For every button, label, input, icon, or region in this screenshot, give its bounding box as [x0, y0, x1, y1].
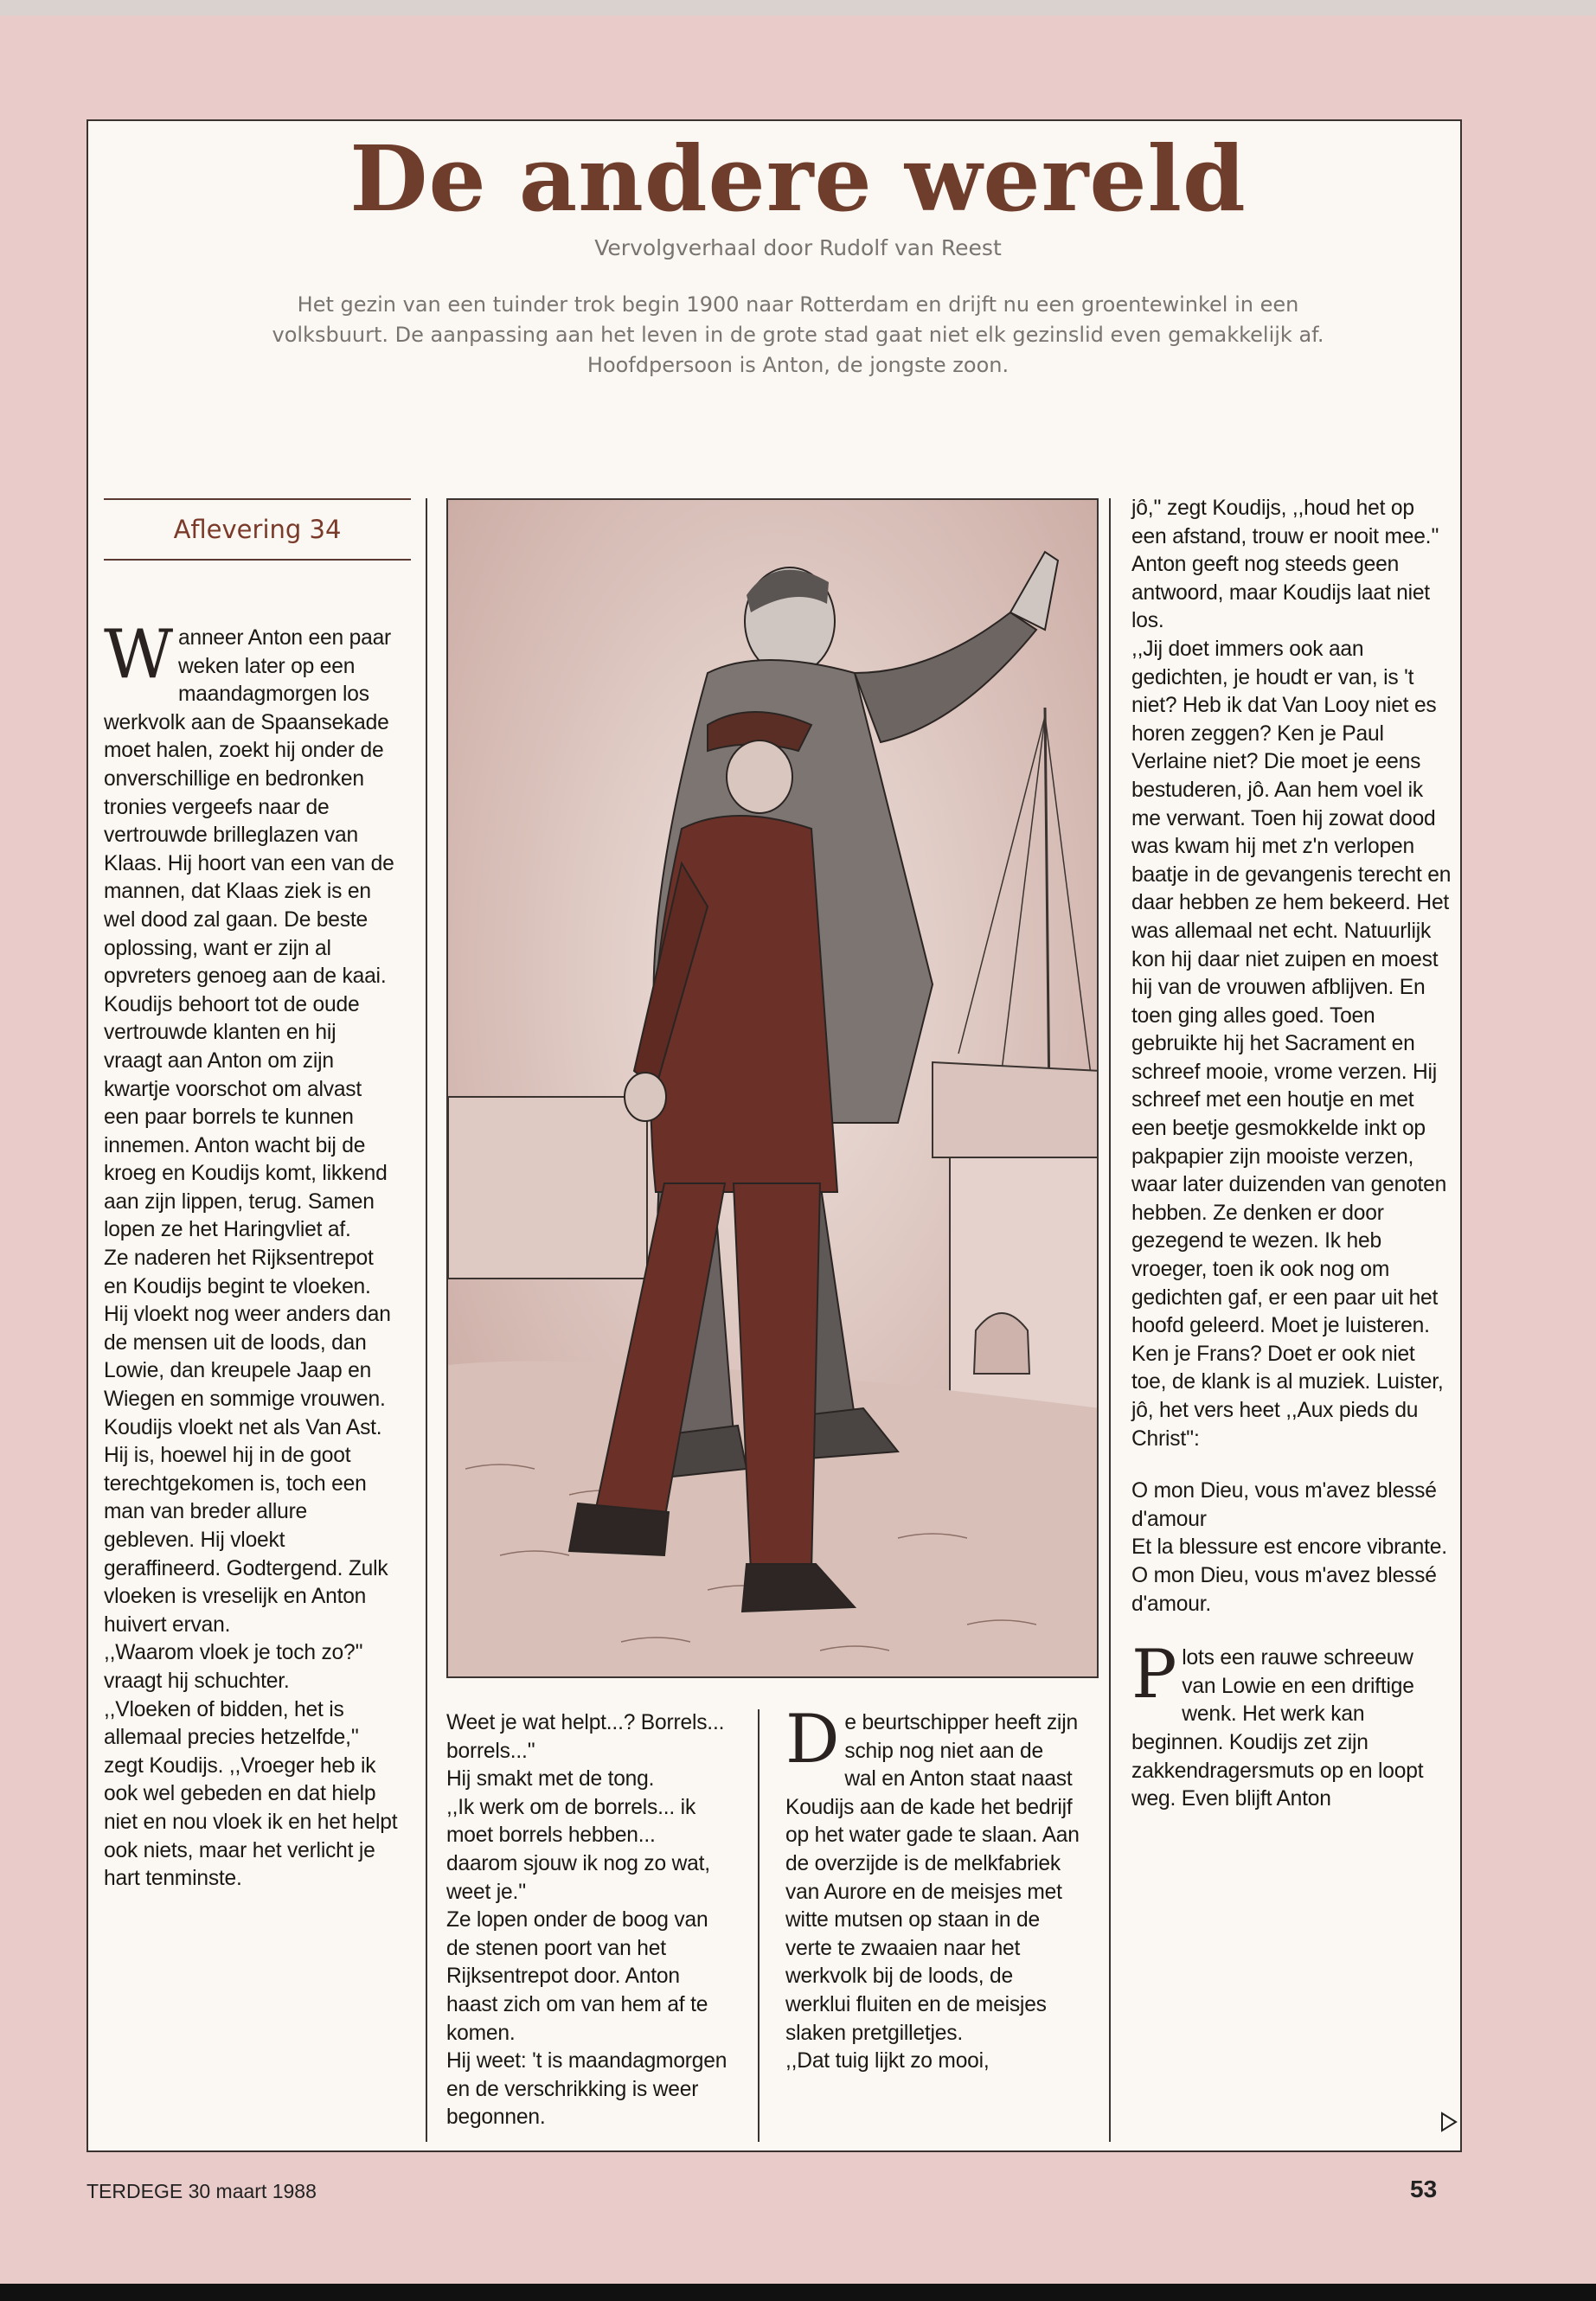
- column-4-paragraph-2: Anton geeft nog steeds geen antwoord, maar Koudijs laat niet los.: [1131, 553, 1430, 633]
- article-title: De andere wereld: [349, 125, 1247, 232]
- episode-label: Aflevering 34: [104, 498, 411, 561]
- column-1-paragraph-4: ,,Waarom vloek je toch zo?'' vraagt hij schuchter.: [104, 1641, 363, 1693]
- article-intro: Het gezin van een tuinder trok begin 1900 naar Rotterdam en drijft nu een groentewinkel in een volksbuurt. De aanpassing aan het leven in de grote stad gaat niet elk gezinslid even gemakkelijk af. Hoofdpersoon is Anton, de jongste zoon.: [272, 292, 1324, 377]
- illustration-two-men-walking: [448, 500, 1099, 1678]
- column-divider-1: [426, 498, 427, 2142]
- scan-bottom-edge: [0, 2284, 1596, 2301]
- scan-top-edge: [0, 0, 1596, 16]
- column-2-paragraph-5: Hij weet: 't is maandagmorgen en de verschrikking is weer begonnen.: [446, 2049, 727, 2130]
- dropcap-w: W: [104, 616, 173, 694]
- column-4: [1131, 495, 1452, 1814]
- column-1-paragraph-2: Koudijs behoort tot de oude vertrouwde klanten en hij vraagt aan Anton om zijn kwartje voorschot om alvast een paar borrels te kunnen innemen. Anton wacht bij de kroeg en Koudijs komt, likkend aan zijn lippen, terug. Samen lopen ze het Haringvliet af.: [104, 992, 388, 1242]
- footer-publication: TERDEGE 30 maart 1988: [87, 2180, 317, 2202]
- column-1-paragraph-5: ,,Vloeken of bidden, het is allemaal precies hetzelfde,'' zegt Koudijs. ,,Vroeger heb ik ook wel gebeden en dat hielp niet en nou vloek ik en het helpt ook niets, maar het verlicht je hart tenminste.: [104, 1697, 398, 1891]
- column-4-paragraph-1: jô,'' zegt Koudijs, ,,houd het op een afstand, trouw er nooit mee.'': [1131, 497, 1439, 548]
- column-2-paragraph-1: Weet je wat helpt...? Borrels... borrels...'': [446, 1711, 725, 1763]
- column-3: [785, 1701, 1080, 2076]
- column-divider-2: [758, 1709, 760, 2142]
- column-1: [104, 616, 398, 1894]
- poem-line-1: O mon Dieu, vous m'avez blessé d'amour: [1131, 1479, 1437, 1531]
- column-divider-3: [1109, 498, 1111, 2142]
- column-2-paragraph-2: Hij smakt met de tong.: [446, 1767, 655, 1791]
- column-4-final-paragraph: Plots een rauwe schreeuw van Lowie en een driftige wenk. Het werk kan beginnen. Koudijs zet zijn zakkendragersmuts op en loopt weg. Even blijft Anton: [1131, 1636, 1424, 1811]
- column-2: [446, 1709, 732, 2132]
- continued-arrow-icon: [1439, 2111, 1458, 2133]
- column-2-paragraph-4: Ze lopen onder de boog van de stenen poort van het Rijksentrepot door. Anton haast zich om van hem af te komen.: [446, 1908, 708, 2045]
- column-3-paragraph-1: De beurtschipper heeft zijn schip nog niet aan de wal en Anton staat naast Koudijs aan de kade het bedrijf op het water gade te slaan. Aan de overzijde is de melkfabriek van Aurore en de meisjes met witte mutsen op staan in de verte te zwaaien naar het werkvolk bij de loods, de werklui fluiten en de meisjes slaken pretgilletjes.: [785, 1701, 1080, 2045]
- article-subtitle: Vervolgverhaal door Rudolf van Reest: [594, 235, 1002, 260]
- column-1-paragraph-1: Wanneer Anton een paar weken later op een maandagmorgen los werkvolk aan de Spaansekade moet halen, zoekt hij onder de onverschillige en bedronken tronies vergeefs naar de vertrouwde brilleglazen van Klaas. Hij hoort van een van de mannen, dat Klaas ziek is en wel dood zal gaan. De beste oplossing, want er zijn al opvreters genoeg aan de kaai.: [104, 616, 394, 989]
- column-4-paragraph-3: ,,Jij doet immers ook aan gedichten, je houdt er van, is 't niet? Heb ik dat Van Looy niet es horen zeggen? Ken je Paul Verlaine niet? Die moet je eens bestuderen, jô. Aan hem voel ik me verwant. Toen hij zowat dood was kwam hij met z'n verlopen baatje in de gevangenis terecht en daar hebben ze hem bekeerd. Het was allemaal net echt. Natuurlijk kon hij daar niet zuipen en moest hij van de vrouwen afblijven. En toen ging alles goed. Toen gebruikte hij het Sacrament en schreef mooie, vrome verzen. Hij schreef met een houtje en met een beetje gesmokkelde inkt op pakpapier zijn mooiste verzen, waar later duizenden van genoten hebben. Ze denken er door gezegend te wezen. Ik heb vroeger, toen ik ook nog om gedichten gaf, er een paar uit het hoofd geleerd. Moet je luisteren. Ken je Frans? Doet er ook niet toe, de klank is al muziek. Luister, jô, het vers heet ,,Aux pieds du Christ'':: [1131, 637, 1452, 1451]
- poem-line-2: Et la blessure est encore vibrante.: [1131, 1535, 1447, 1560]
- column-1-paragraph-3: Ze naderen het Rijksentrepot en Koudijs begint te vloeken. Hij vloekt nog weer anders dan de mensen uit de loods, dan Lowie, dan kreupele Jaap en Wiegen en sommige vrouwen. Koudijs vloekt net als Van Ast. Hij is, hoewel hij in de goot terechtgekomen is, toch een man van breder allure gebleven. Hij vloekt geraffineerd. Godtergend. Zulk vloeken is vreselijk en Anton huivert ervan.: [104, 1247, 391, 1637]
- column-3-paragraph-2: ,,Dat tuig lijkt zo mooi,: [785, 2049, 990, 2073]
- dropcap-d: D: [785, 1701, 840, 1779]
- dropcap-p: P: [1131, 1636, 1177, 1715]
- column-2-paragraph-3: ,,Ik werk om de borrels... ik moet borrels hebben... daarom sjouw ik nog zo wat, weet je.'': [446, 1795, 710, 1904]
- poem-line-3: O mon Dieu, vous m'avez blessé d'amour.: [1131, 1563, 1437, 1616]
- story-illustration: [446, 498, 1099, 1678]
- footer-page-number: 53: [1410, 2176, 1438, 2202]
